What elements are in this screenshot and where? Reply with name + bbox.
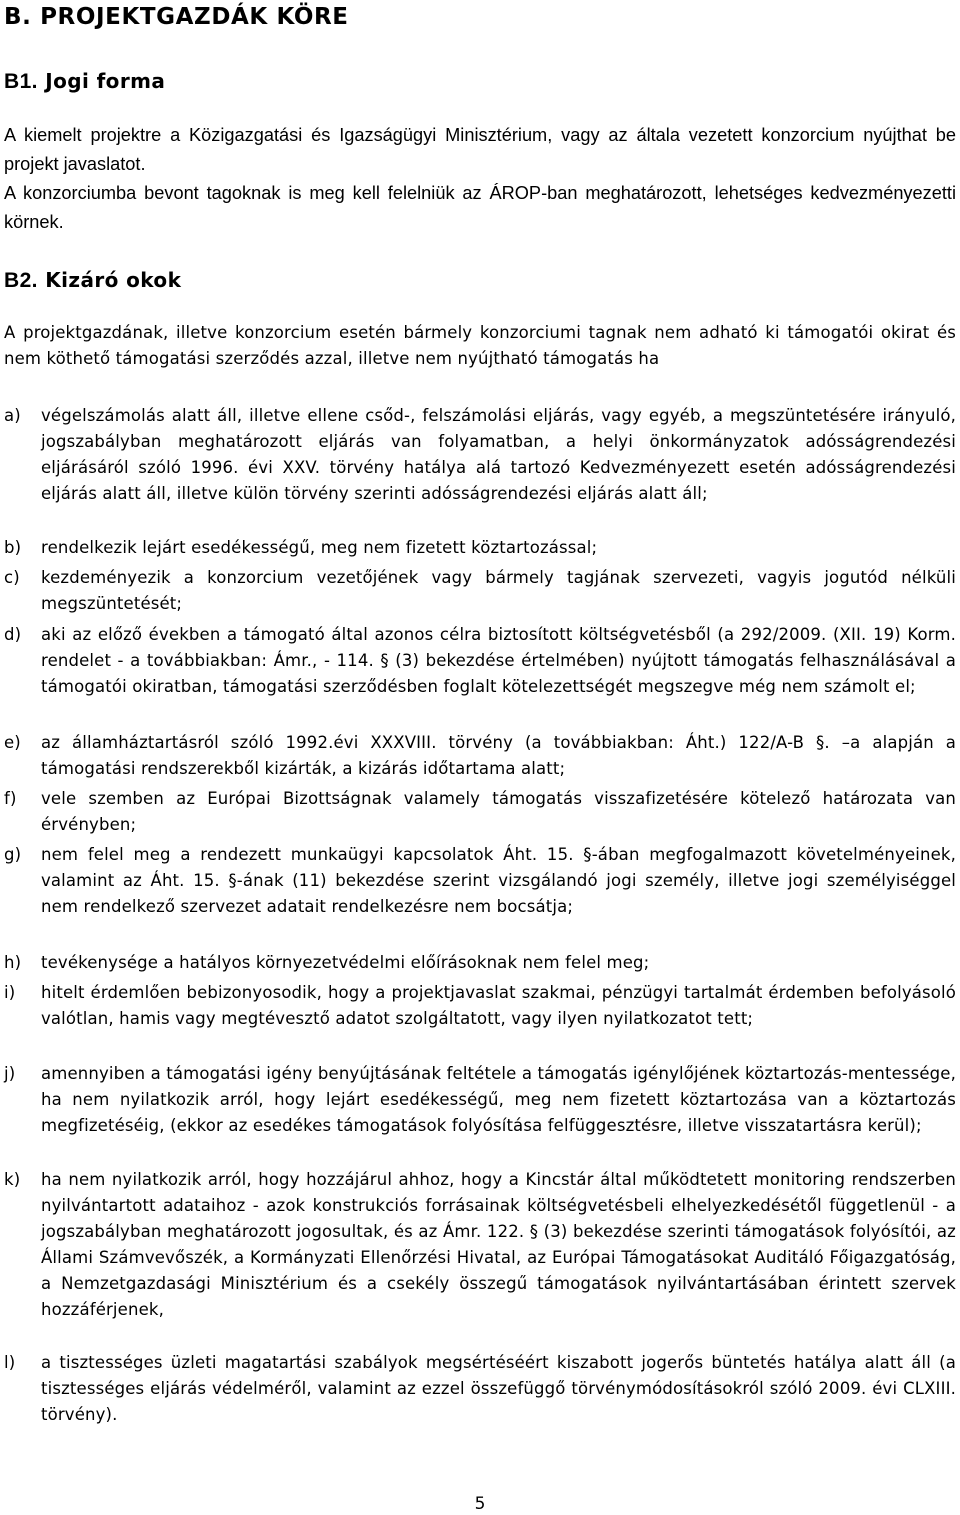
list-item: [4, 1167, 956, 1323]
section-heading-b1: [4, 69, 165, 94]
list-item: [4, 1061, 956, 1139]
list-item-text: tevékenysége a hatályos környezetvédelmi előírásoknak nem felel meg;: [41, 953, 650, 972]
list-item-label: a): [4, 406, 21, 425]
list-item-text: aki az előző években a támogató által azonos célra biztosított költségvetésből (a 292/2009. (XII. 19) Korm. rendelet - a továbbiakban: Ámr., - 114. § (3) bekezdése értelmében) nyújtott támogatás felhasználásával a támogatói okiratban, támogatási szerződésben foglalt kötelezettségét megszegve még nem számolt el;: [41, 625, 956, 696]
list-item-label: f): [4, 789, 17, 808]
list-item: [4, 730, 956, 782]
list-item: [4, 980, 956, 1032]
list-item-text: végelszámolás alatt áll, illetve ellene csőd-, felszámolási eljárás, vagy egyéb, a megszüntetésére irányuló, jogszabályban meghatározott eljárás van folyamatban, a helyi önkormányzatok adósságrendezési eljárásáról szóló 1996. évi XXV. törvény hatálya alá tartozó Kedvezményezett esetén adósságrendezési eljárás alatt áll, illetve külön törvény szerinti adósságrendezési eljárás alatt áll;: [41, 406, 956, 503]
list-item: [4, 950, 956, 976]
list-item-text: nem felel meg a rendezett munkaügyi kapcsolatok Áht. 15. §-ában megfogalmazott követelményeinek, valamint az Áht. 15. §-ának (11) bekezdése szerint vizsgálandó jogi személy, illetve jogi személyiséggel nem rendelkező szervezet adatait rendelkezésre nem bocsátja;: [41, 845, 956, 916]
b2-intro: A projektgazdának, illetve konzorcium esetén bármely konzorciumi tagnak nem adható ki támogatói okirat és nem köthető támogatási szerződés azzal, illetve nem nyújtható támogatás ha: [4, 323, 956, 368]
list-item: [4, 786, 956, 838]
b1-paragraph-1: A kiemelt projektre a Közigazgatási és Igazságügyi Minisztérium, vagy az általa vezetett konzorcium nyújthat be projekt javaslatot.: [4, 125, 956, 174]
list-item-label: k): [4, 1170, 21, 1189]
list-item-text: rendelkezik lejárt esedékességű, meg nem fizetett köztartozással;: [41, 538, 598, 557]
list-item: [4, 535, 956, 561]
section-heading-b2: [4, 268, 181, 293]
list-item: [4, 403, 956, 507]
list-item-label: g): [4, 845, 22, 864]
list-item-label: d): [4, 625, 22, 644]
list-item: [4, 565, 956, 617]
section-number-b2: B2.: [4, 269, 38, 292]
list-item-label: i): [4, 983, 16, 1002]
page-title: B. PROJEKTGAZDÁK KÖRE: [4, 4, 349, 30]
section-title-b1: Jogi forma: [45, 69, 166, 93]
list-item-text: vele szemben az Európai Bizottságnak valamely támogatás visszafizetésére kötelező határozata van érvényben;: [41, 789, 956, 834]
list-item-label: c): [4, 568, 20, 587]
list-item: [4, 1350, 956, 1428]
list-item-text: hitelt érdemlően bebizonyosodik, hogy a projektjavaslat szakmai, pénzügyi tartalmát érdemben befolyásoló valótlan, hamis vagy megtévesztő adatot szolgáltatott, vagy ilyen nyilatkozatot tett;: [41, 983, 956, 1028]
list-item: [4, 622, 956, 700]
list-item-label: l): [4, 1353, 16, 1372]
list-item-label: e): [4, 733, 21, 752]
b1-paragraph-2: A konzorciumba bevont tagoknak is meg kell felelniük az ÁROP-ban meghatározott, lehetséges kedvezményezetti körnek.: [4, 183, 956, 232]
list-item-text: az államháztartásról szóló 1992.évi XXXVIII. törvény (a továbbiakban: Áht.) 122/A-B §. –a alapján a támogatási rendszerekből kizárták, a kizárás időtartama alatt;: [41, 733, 956, 778]
list-item-text: kezdeményezik a konzorcium vezetőjének vagy bármely tagjának szervezeti, vagyis jogutód nélküli megszüntetését;: [41, 568, 956, 613]
list-item-text: ha nem nyilatkozik arról, hogy hozzájárul ahhoz, hogy a Kincstár által működtetett monitoring rendszerben nyilvántartott adataihoz - azok konstrukciós forrásainak költségvetésbeli elhelyezkedésétől függetlenül - a jogszabályban meghatározott jogosultak, és az Ámr. 122. § (3) bekezdése szerinti támogatások folyósítói, az Állami Számvevőszék, a Kormányzati Ellenőrzési Hivatal, az Európai Támogatásokat Auditáló Főigazgatóság, a Nemzetgazdasági Minisztérium és a csekély összegű támogatások nyilvántartásában érintett szervek hozzáférjenek,: [41, 1170, 956, 1319]
list-item: [4, 842, 956, 920]
list-item-label: j): [4, 1064, 16, 1083]
list-item-label: b): [4, 538, 22, 557]
section-number-b1: B1.: [4, 70, 38, 93]
list-item-text: a tisztességes üzleti magatartási szabályok megsértéséért kiszabott jogerős büntetés hatálya alatt áll (a tisztességes eljárás védelméről, valamint az ezzel összefüggő törvénymódosításokról szóló 2009. évi CLXIII. törvény).: [41, 1353, 956, 1424]
page-number: 5: [474, 1494, 486, 1514]
section-title-b2: Kizáró okok: [45, 268, 182, 292]
list-item-label: h): [4, 953, 22, 972]
list-item-text: amennyiben a támogatási igény benyújtásának feltétele a támogatás igénylőjének köztartozás-mentessége, ha nem nyilatkozik arról, hogy lejárt esedékességű, meg nem fizetett köztartozása van a köztartozás megfizetéséig, (ekkor az esedékes támogatások folyósítása felfüggesztésre, illetve visszatartásra kerül);: [41, 1064, 956, 1135]
